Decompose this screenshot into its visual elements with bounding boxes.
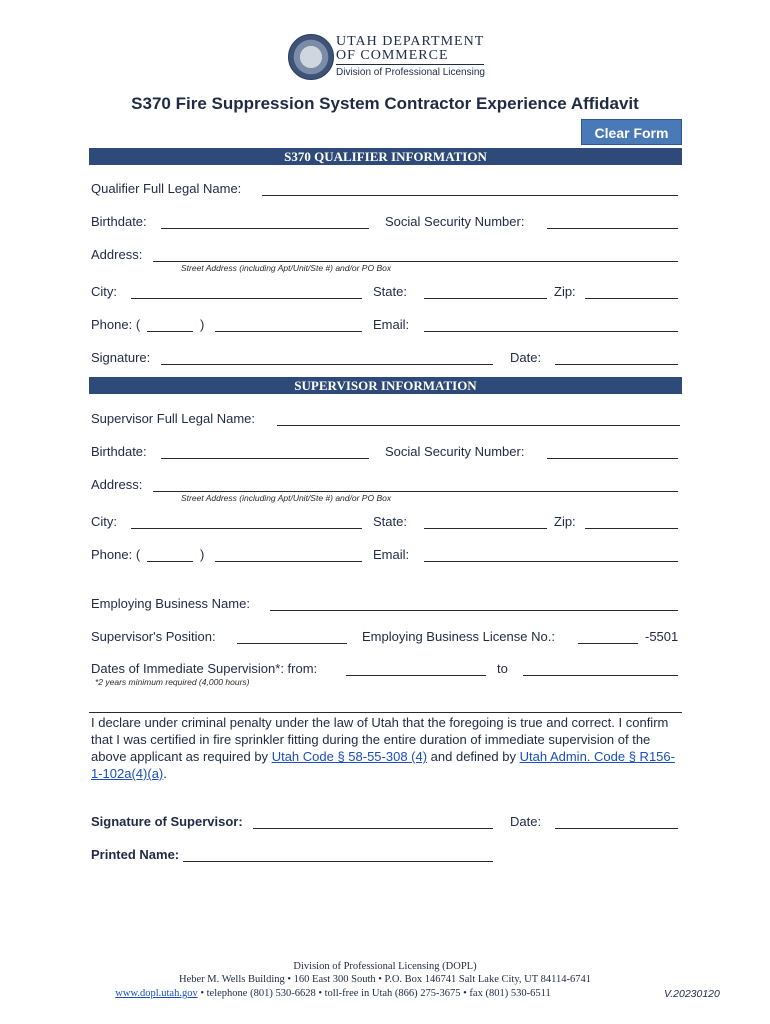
supervisor-section-header: SUPERVISOR INFORMATION <box>89 377 682 394</box>
qualifier-ssn-field[interactable] <box>547 228 678 229</box>
supervisor-email-label: Email: <box>373 547 410 562</box>
supervisor-phone-field[interactable] <box>215 561 362 562</box>
utah-code-link[interactable]: Utah Code § 58-55-308 (4) <box>271 749 428 764</box>
state-seal-logo <box>288 34 334 80</box>
declaration-text-part2: and defined by <box>427 749 520 764</box>
qualifier-address-label: Address: <box>91 247 143 262</box>
declaration-text-part3: . <box>163 766 167 781</box>
supervisor-state-label: State: <box>373 514 407 529</box>
qualifier-birthdate-field[interactable] <box>161 228 369 229</box>
supervision-dates-note: *2 years minimum required (4,000 hours) <box>95 677 250 687</box>
qualifier-signature-field[interactable] <box>161 364 493 365</box>
qualifier-email-label: Email: <box>373 317 410 332</box>
supervisor-city-label: City: <box>91 514 117 529</box>
qualifier-ssn-label: Social Security Number: <box>385 214 525 229</box>
qualifier-name-field[interactable] <box>262 195 678 196</box>
division-name: Division of Professional Licensing <box>336 67 485 78</box>
supervision-dates-label: Dates of Immediate Supervision*: from: <box>91 661 318 676</box>
declaration-text-part1: I declare under criminal penalty under the law of Utah that the foregoing is true and correct. I confirm that I was certified in fire sprinkler fitting during the entire duration of immediate supervision of the above applicant as required by <box>91 715 669 764</box>
footer-contact-numbers: • telephone (801) 530-6628 • toll-free in Utah (866) 275-3675 • fax (801) 530-6511 <box>197 988 551 999</box>
supervisor-address-hint: Street Address (including Apt/Unit/Ste #) and/or PO Box <box>181 493 392 503</box>
supervisor-email-field[interactable] <box>424 561 678 562</box>
employing-business-label: Employing Business Name: <box>91 596 250 611</box>
employing-business-field[interactable] <box>270 610 678 611</box>
supervisor-phone-label: Phone: ( <box>91 547 141 562</box>
footer-division: Division of Professional Licensing (DOPL) <box>293 961 477 972</box>
qualifier-birthdate-label: Birthdate: <box>91 214 147 229</box>
qualifier-phone-field[interactable] <box>215 331 362 332</box>
supervisor-city-field[interactable] <box>131 528 362 529</box>
qualifier-section-header: S370 QUALIFIER INFORMATION <box>89 148 682 165</box>
supervisor-phone-area-field[interactable] <box>147 561 193 562</box>
qualifier-phone-label: Phone: ( <box>91 317 141 332</box>
qualifier-phone-area-field[interactable] <box>147 331 193 332</box>
supervisor-position-field[interactable] <box>237 643 347 644</box>
supervision-to-field[interactable] <box>523 675 678 676</box>
qualifier-zip-field[interactable] <box>585 298 678 299</box>
qualifier-date-label: Date: <box>510 350 542 365</box>
qualifier-address-field[interactable] <box>153 261 678 262</box>
supervisor-phone-close-paren: ) <box>200 547 205 562</box>
qualifier-signature-label: Signature: <box>91 350 151 365</box>
printed-name-label: Printed Name: <box>91 847 180 862</box>
supervisor-name-field[interactable] <box>277 425 680 426</box>
qualifier-phone-close-paren: ) <box>200 317 205 332</box>
supervisor-ssn-label: Social Security Number: <box>385 444 525 459</box>
license-number-label: Employing Business License No.: <box>362 629 555 644</box>
license-number-field[interactable] <box>578 643 638 644</box>
supervisor-date-field[interactable] <box>555 828 678 829</box>
supervisor-name-label: Supervisor Full Legal Name: <box>91 411 256 426</box>
supervisor-signature-label: Signature of Supervisor: <box>91 814 243 829</box>
supervisor-zip-label: Zip: <box>554 514 576 529</box>
dept-name-line2: OF COMMERCE <box>336 48 449 63</box>
footer-website-link[interactable]: www.dopl.utah.gov <box>115 988 198 999</box>
qualifier-name-label: Qualifier Full Legal Name: <box>91 181 242 196</box>
utah-admin-code-link[interactable]: Utah Admin. Code § R156-1-102a(4)(a) <box>91 749 675 781</box>
supervision-to-label: to <box>497 661 508 676</box>
qualifier-address-hint: Street Address (including Apt/Unit/Ste #) and/or PO Box <box>181 263 392 273</box>
clear-form-button[interactable]: Clear Form <box>581 119 682 145</box>
license-number-suffix: -5501 <box>645 629 679 644</box>
supervisor-ssn-field[interactable] <box>547 458 678 459</box>
supervisor-position-label: Supervisor's Position: <box>91 629 216 644</box>
declaration-text <box>91 714 681 782</box>
supervision-from-field[interactable] <box>346 675 486 676</box>
qualifier-email-field[interactable] <box>424 331 678 332</box>
supervisor-address-label: Address: <box>91 477 143 492</box>
declaration-divider <box>89 712 682 713</box>
qualifier-zip-label: Zip: <box>554 284 576 299</box>
header-divider <box>336 64 484 65</box>
dept-name-line1: UTAH DEPARTMENT <box>336 34 485 49</box>
supervisor-signature-field[interactable] <box>253 828 493 829</box>
supervisor-birthdate-field[interactable] <box>161 458 369 459</box>
printed-name-field[interactable] <box>183 861 493 862</box>
qualifier-city-field[interactable] <box>131 298 362 299</box>
form-version: V.20230120 <box>664 988 720 1000</box>
qualifier-city-label: City: <box>91 284 117 299</box>
form-title: S370 Fire Suppression System Contractor Experience Affidavit <box>131 94 639 113</box>
supervisor-date-label: Date: <box>510 814 542 829</box>
footer-contact <box>0 988 718 999</box>
qualifier-state-label: State: <box>373 284 407 299</box>
supervisor-state-field[interactable] <box>424 528 547 529</box>
qualifier-state-field[interactable] <box>424 298 547 299</box>
footer-address: Heber M. Wells Building • 160 East 300 South • P.O. Box 146741 Salt Lake City, UT 84114-6741 <box>179 974 591 985</box>
supervisor-address-field[interactable] <box>153 491 678 492</box>
supervisor-zip-field[interactable] <box>585 528 678 529</box>
qualifier-date-field[interactable] <box>555 364 678 365</box>
supervisor-birthdate-label: Birthdate: <box>91 444 147 459</box>
